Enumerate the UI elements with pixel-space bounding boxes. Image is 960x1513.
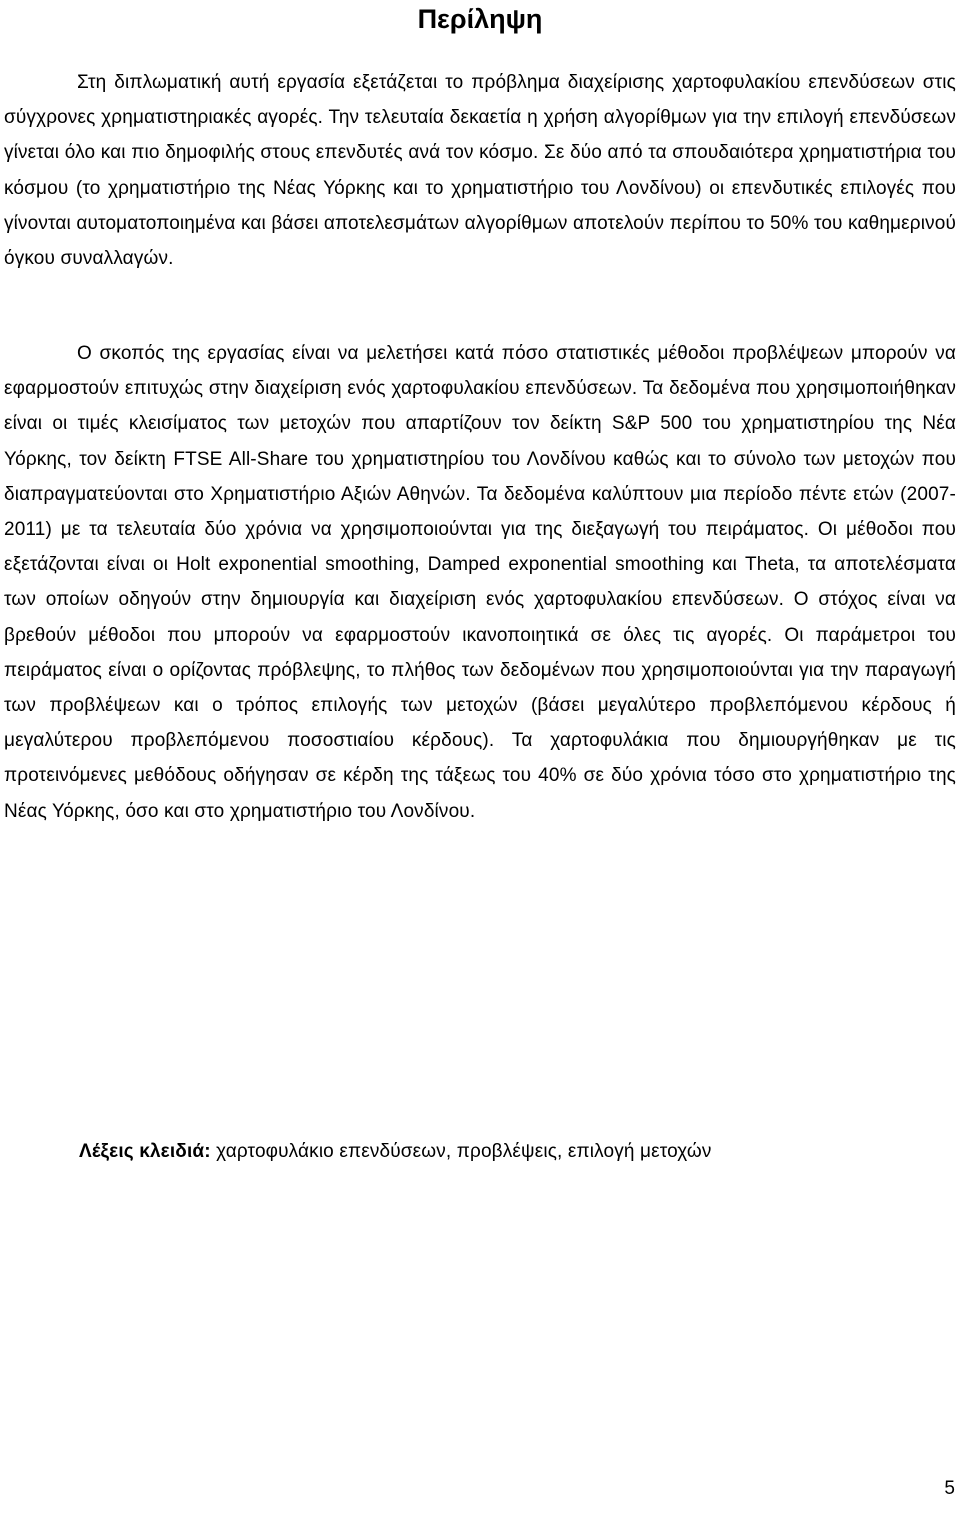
keywords-label: Λέξεις κλειδιά: (79, 1141, 211, 1162)
paragraph-text: Στη διπλωματική αυτή εργασία εξετάζεται το πρόβλημα διαχείρισης χαρτοφυλακίου επενδύσεων στις σύγχρονες χρηματιστηριακές αγορές. Την τελευταία δεκαετία η χρήση αλγορίθμων για την επιλογή επενδύσεων γίνεται όλο και πιο δημοφιλής στους επενδυτές ανά τον κόσμο. Σε δύο από τα σπουδαιότερα χρηματιστήρια του κόσμου (το χρηματιστήριο της Νέας Υόρκης και το χρηματιστήριο του Λονδίνου) οι επενδυτικές επιλογές που γίνονται αυτοματοποιημένα και βάσει αποτελεσμάτων αλγορίθμων αποτελούν περίπου το 50% του καθημερινού όγκου συναλλαγών. (4, 72, 956, 270)
page-title: Περίληψη (417, 4, 543, 34)
keywords-line (79, 1134, 712, 1169)
paragraph-text: Ο σκοπός της εργασίας είναι να μελετήσει κατά πόσο στατιστικές μέθοδοι προβλέψεων μπορούν να εφαρμοστούν επιτυχώς στην διαχείριση ενός χαρτοφυλακίου επενδύσεων. Τα δεδομένα που χρησιμοποιήθηκαν είναι οι τιμές κλεισίματος των μετοχών που απαρτίζουν τον δείκτη S&P 500 του χρηματιστηρίου της Νέα Υόρκης, τον δείκτη FTSE All-Share του χρηματιστηρίου του Λονδίνου καθώς και το σύνολο των μετοχών που διαπραγματεύονται στο Χρηματιστήριο Αξιών Αθηνών. Τα δεδομένα καλύπτουν μια περίοδο πέντε ετών (2007-2011) με τα τελευταία δύο χρόνια να χρησιμοποιούνται για της διεξαγωγή του πειράματος. Οι μέθοδοι που εξετάζονται είναι οι Holt exponential smoothing, Damped exponential smoothing και Theta, τα αποτελέσματα των οποίων οδηγούν στην δημιουργία και διαχείριση ενός χαρτοφυλακίου επενδύσεων. Ο στόχος είναι να βρεθούν μέθοδοι που μπορούν να εφαρμοστούν ικανοποιητικά σε όλες τις αγορές. Οι παράμετροι του πειράματος είναι ο ορίζοντας πρόβλεψης, το πλήθος των δεδομένων που χρησιμοποιούνται για την παραγωγή των προβλέψεων και ο τρόπος επιλογής των μετοχών (βάσει μεγαλύτερο προβλεπόμενου κέρδους ή μεγαλύτερου προβλεπόμενου ποσοστιαίου κέρδους). Τα χαρτοφυλάκια που δημιουργήθηκαν με τις προτεινόμενες μεθόδους οδήγησαν σε κέρδη της τάξεως του 40% σε δύο χρόνια τόσο στο χρηματιστήριο της Νέας Υόρκης, όσο και στο χρηματιστήριο του Λονδίνου. (4, 343, 956, 822)
keywords-text: χαρτοφυλάκιο επενδύσεων, προβλέψεις, επιλογή μετοχών (210, 1141, 712, 1162)
page-number: 5 (944, 1478, 955, 1499)
abstract-paragraph-1 (4, 65, 956, 276)
abstract-paragraph-2 (4, 336, 956, 829)
